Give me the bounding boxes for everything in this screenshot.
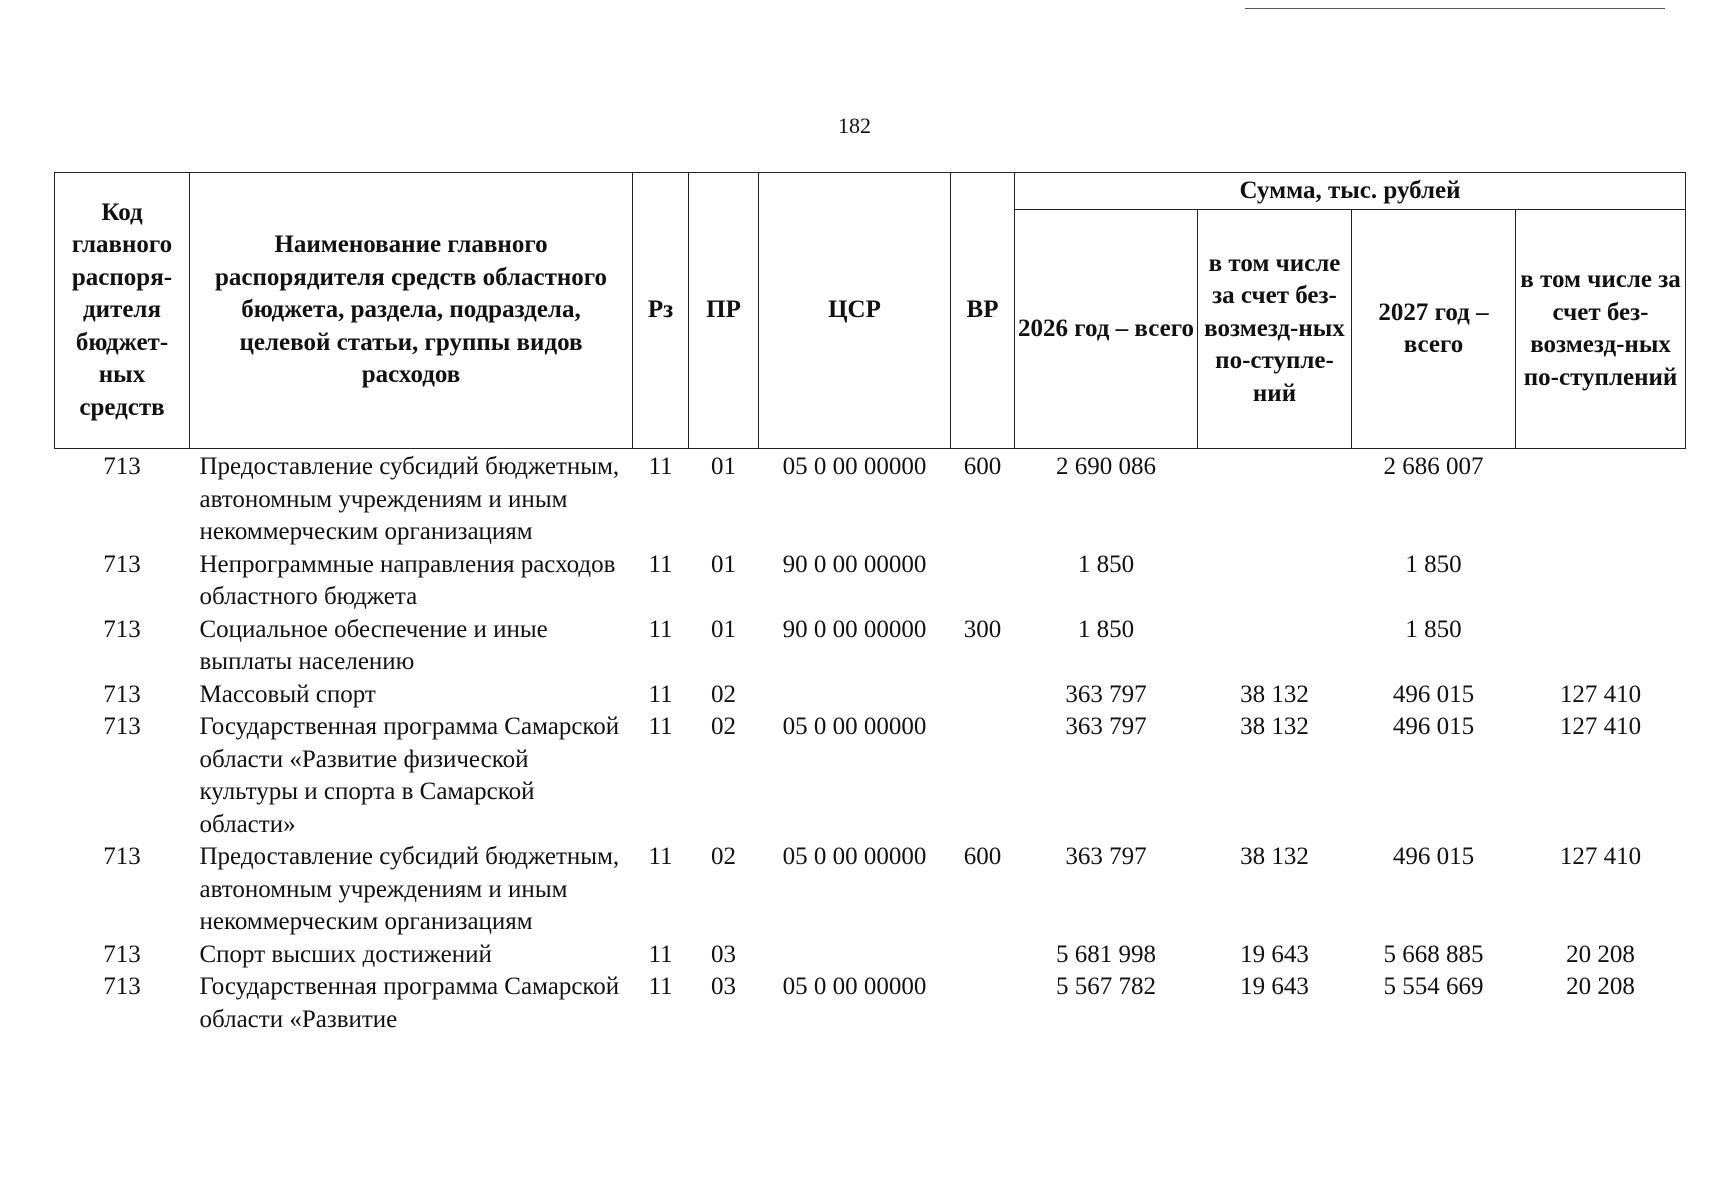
cell-name: Государственная программа Самарской области «Развитие [199,973,620,1033]
cell-csr: 05 0 00 00000 [782,453,927,480]
cell-2026-free [1198,449,1352,549]
cell-2026-total: 5 681 998 [1056,940,1156,968]
cell-2026-free: 38 132 [1240,843,1309,870]
table-row [55,679,1686,712]
header-2027-free: в том числе за счет без-возмезд-ных по-ступлений [1516,210,1686,449]
cell-2027-total: 5 668 885 [1383,940,1484,968]
cell-2027-total: 496 015 [1392,713,1475,740]
cell-code: 713 [103,940,141,968]
table-row [55,614,1686,679]
cell-pr: 03 [711,940,736,968]
cell-2026-total: 1 850 [1077,550,1135,578]
header-rz: Рз [633,173,689,449]
header-name: Наименование главного распорядителя средств областного бюджета, раздела, подраздела, целевой статьи, группы видов расходов [190,173,633,449]
cell-2027-total: 5 554 669 [1383,973,1484,1000]
cell-vr [951,549,1015,614]
header-vr: ВР [951,173,1015,449]
cell-name: Предоставление субсидий бюджетным, автономным учреждениям и иным некоммерческим организациям [199,453,620,545]
cell-name: Массовый спорт [199,680,376,708]
cell-rz: 11 [648,713,673,740]
cell-rz: 11 [648,843,673,870]
cell-code: 713 [103,550,141,578]
cell-2026-total: 2 690 086 [1056,453,1156,480]
cell-2027-total: 1 850 [1405,615,1462,643]
header-sum: Сумма, тыс. рублей [1015,173,1686,210]
cell-pr: 03 [711,973,736,1000]
cell-2026-free [1198,549,1352,614]
cell-code: 713 [103,453,141,480]
cell-rz: 11 [648,680,673,708]
cell-rz: 11 [648,453,673,480]
cell-rz: 11 [648,973,673,1000]
cell-pr: 02 [711,713,736,740]
cell-2026-free: 19 643 [1240,973,1309,1000]
cell-vr [951,711,1015,841]
cell-csr [759,679,951,712]
table-header [55,173,1686,449]
cell-pr: 01 [711,453,736,480]
cell-csr: 05 0 00 00000 [782,843,927,870]
cell-vr: 600 [963,453,1002,480]
table-row [55,449,1686,549]
cell-code: 713 [103,713,141,740]
cell-code: 713 [103,615,141,643]
cell-2027-total: 1 850 [1405,550,1462,578]
cell-2027-free [1516,549,1686,614]
cell-name: Спорт высших достижений [199,940,492,968]
cell-2026-total: 363 797 [1065,680,1147,708]
cell-pr: 02 [711,843,736,870]
cell-2027-free: 20 208 [1566,940,1635,968]
cell-2026-free [1198,614,1352,679]
cell-name: Государственная программа Самарской области «Развитие физической культуры и спорта в Самарской области» [199,713,620,838]
cell-2027-total: 2 686 007 [1383,453,1484,480]
cell-csr: 05 0 00 00000 [782,973,927,1000]
cell-rz: 11 [648,940,673,968]
cell-2026-total: 1 850 [1077,615,1135,643]
cell-pr: 01 [711,615,736,643]
header-2027-total: 2027 год – всего [1352,210,1516,449]
cell-2027-free: 127 410 [1559,843,1642,870]
cell-2027-total: 496 015 [1392,843,1475,870]
header-pr: ПР [689,173,759,449]
table-row [55,549,1686,614]
header-code: Код главного распоря-дителя бюджет-ных средств [55,173,190,449]
cell-vr [951,939,1015,972]
cell-2026-free: 19 643 [1240,940,1309,968]
cell-2026-free: 38 132 [1240,680,1309,708]
table-row [55,841,1686,939]
header-2026-free: в том числе за счет без-возмезд-ных по-ступле-ний [1198,210,1352,449]
cell-code: 713 [103,973,141,1000]
cell-2026-total: 363 797 [1065,713,1147,740]
table-body [55,449,1686,1037]
cell-vr [951,971,1015,1036]
cell-2027-free: 20 208 [1566,973,1635,1000]
cell-pr: 02 [711,680,736,708]
cell-csr: 05 0 00 00000 [782,713,927,740]
cell-csr: 90 0 00 00000 [782,550,927,578]
cell-code: 713 [103,680,141,708]
cell-code: 713 [103,843,141,870]
cell-2027-free: 127 410 [1559,680,1642,708]
cell-2027-free [1516,614,1686,679]
table-row [55,971,1686,1036]
cell-2027-total: 496 015 [1392,680,1475,708]
cell-rz: 11 [648,615,673,643]
cell-csr: 90 0 00 00000 [782,615,927,643]
top-rule [1245,8,1665,9]
cell-name: Предоставление субсидий бюджетным, автономным учреждениям и иным некоммерческим организациям [199,843,620,935]
cell-2026-free: 38 132 [1240,713,1309,740]
cell-name: Социальное обеспечение и иные выплаты населению [199,615,548,675]
cell-vr [951,679,1015,712]
cell-name: Непрограммные направления расходов областного бюджета [199,550,616,610]
table-row [55,711,1686,841]
cell-csr [759,939,951,972]
cell-vr: 600 [963,843,1002,870]
cell-rz: 11 [648,550,673,578]
header-2026-total: 2026 год – всего [1015,210,1198,449]
cell-pr: 01 [711,550,736,578]
cell-2027-free: 127 410 [1559,713,1642,740]
table-row [55,939,1686,972]
cell-2027-free [1516,449,1686,549]
budget-table [54,172,1686,1036]
cell-2026-total: 363 797 [1065,843,1147,870]
page-number: 182 [838,113,871,138]
header-csr: ЦСР [759,173,951,449]
cell-2026-total: 5 567 782 [1056,973,1156,1000]
cell-vr: 300 [963,615,1002,643]
